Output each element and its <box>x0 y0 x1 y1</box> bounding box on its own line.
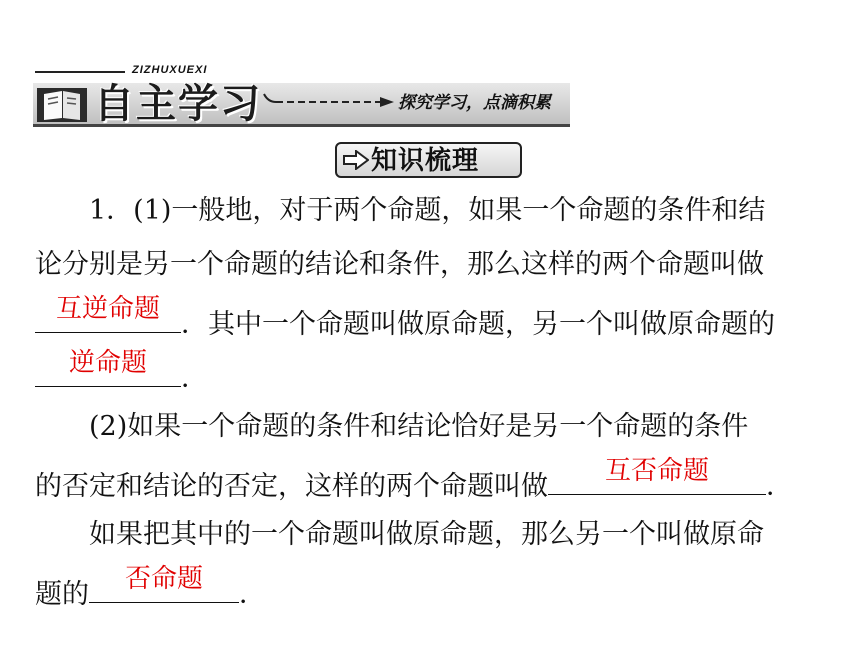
content-body <box>35 184 825 616</box>
p2-line-2-text: 的否定和结论的否定，这样的两个命题叫做 <box>35 471 548 502</box>
answer-3: 互否命题 <box>604 456 709 486</box>
answer-blank-4 <box>89 562 239 603</box>
banner-title: 自主学习 <box>94 81 262 127</box>
answer-blank-1 <box>35 292 181 333</box>
banner-top-line <box>35 71 125 73</box>
p2-line-2 <box>35 454 825 508</box>
answer-2: 逆命题 <box>68 348 147 378</box>
p1-line-1: 1．(1)一般地，对于两个命题，如果一个命题的条件和结 <box>89 195 766 226</box>
book-icon <box>36 86 88 124</box>
section-banner <box>0 0 861 140</box>
p1-line-3-text: ．其中一个命题叫做原命题，另一个叫做原命题的 <box>181 309 775 340</box>
answer-1: 互逆命题 <box>55 294 160 324</box>
p1-line-4-text: ． <box>181 363 208 394</box>
dashed-arrow-icon <box>262 92 397 112</box>
section-title: 知识梳理 <box>371 146 480 176</box>
answer-blank-2 <box>35 346 181 387</box>
p2-line-3: 如果把其中的一个命题叫做原命题，那么另一个叫做原命 <box>89 519 764 550</box>
p1-line-2: 论分别是另一个命题的结论和条件，那么这样的两个命题叫做 <box>35 249 764 280</box>
answer-4: 否命题 <box>124 564 203 594</box>
p1-line-4 <box>35 346 825 400</box>
banner-pinyin: ZIZHUXUEXI <box>132 64 208 76</box>
p2-line-4-text: 题的 <box>35 579 89 610</box>
p2-line-2-end: ． <box>766 471 793 502</box>
section-heading <box>335 142 522 178</box>
p2-line-4-end: ． <box>239 579 266 610</box>
p2-line-1: (2)如果一个命题的条件和结论恰好是另一个命题的条件 <box>89 411 749 442</box>
arrow-right-icon <box>343 150 369 170</box>
banner-slogan: 探究学习，点滴积累 <box>398 93 551 113</box>
answer-blank-3 <box>548 454 766 495</box>
p2-line-4 <box>35 562 825 616</box>
